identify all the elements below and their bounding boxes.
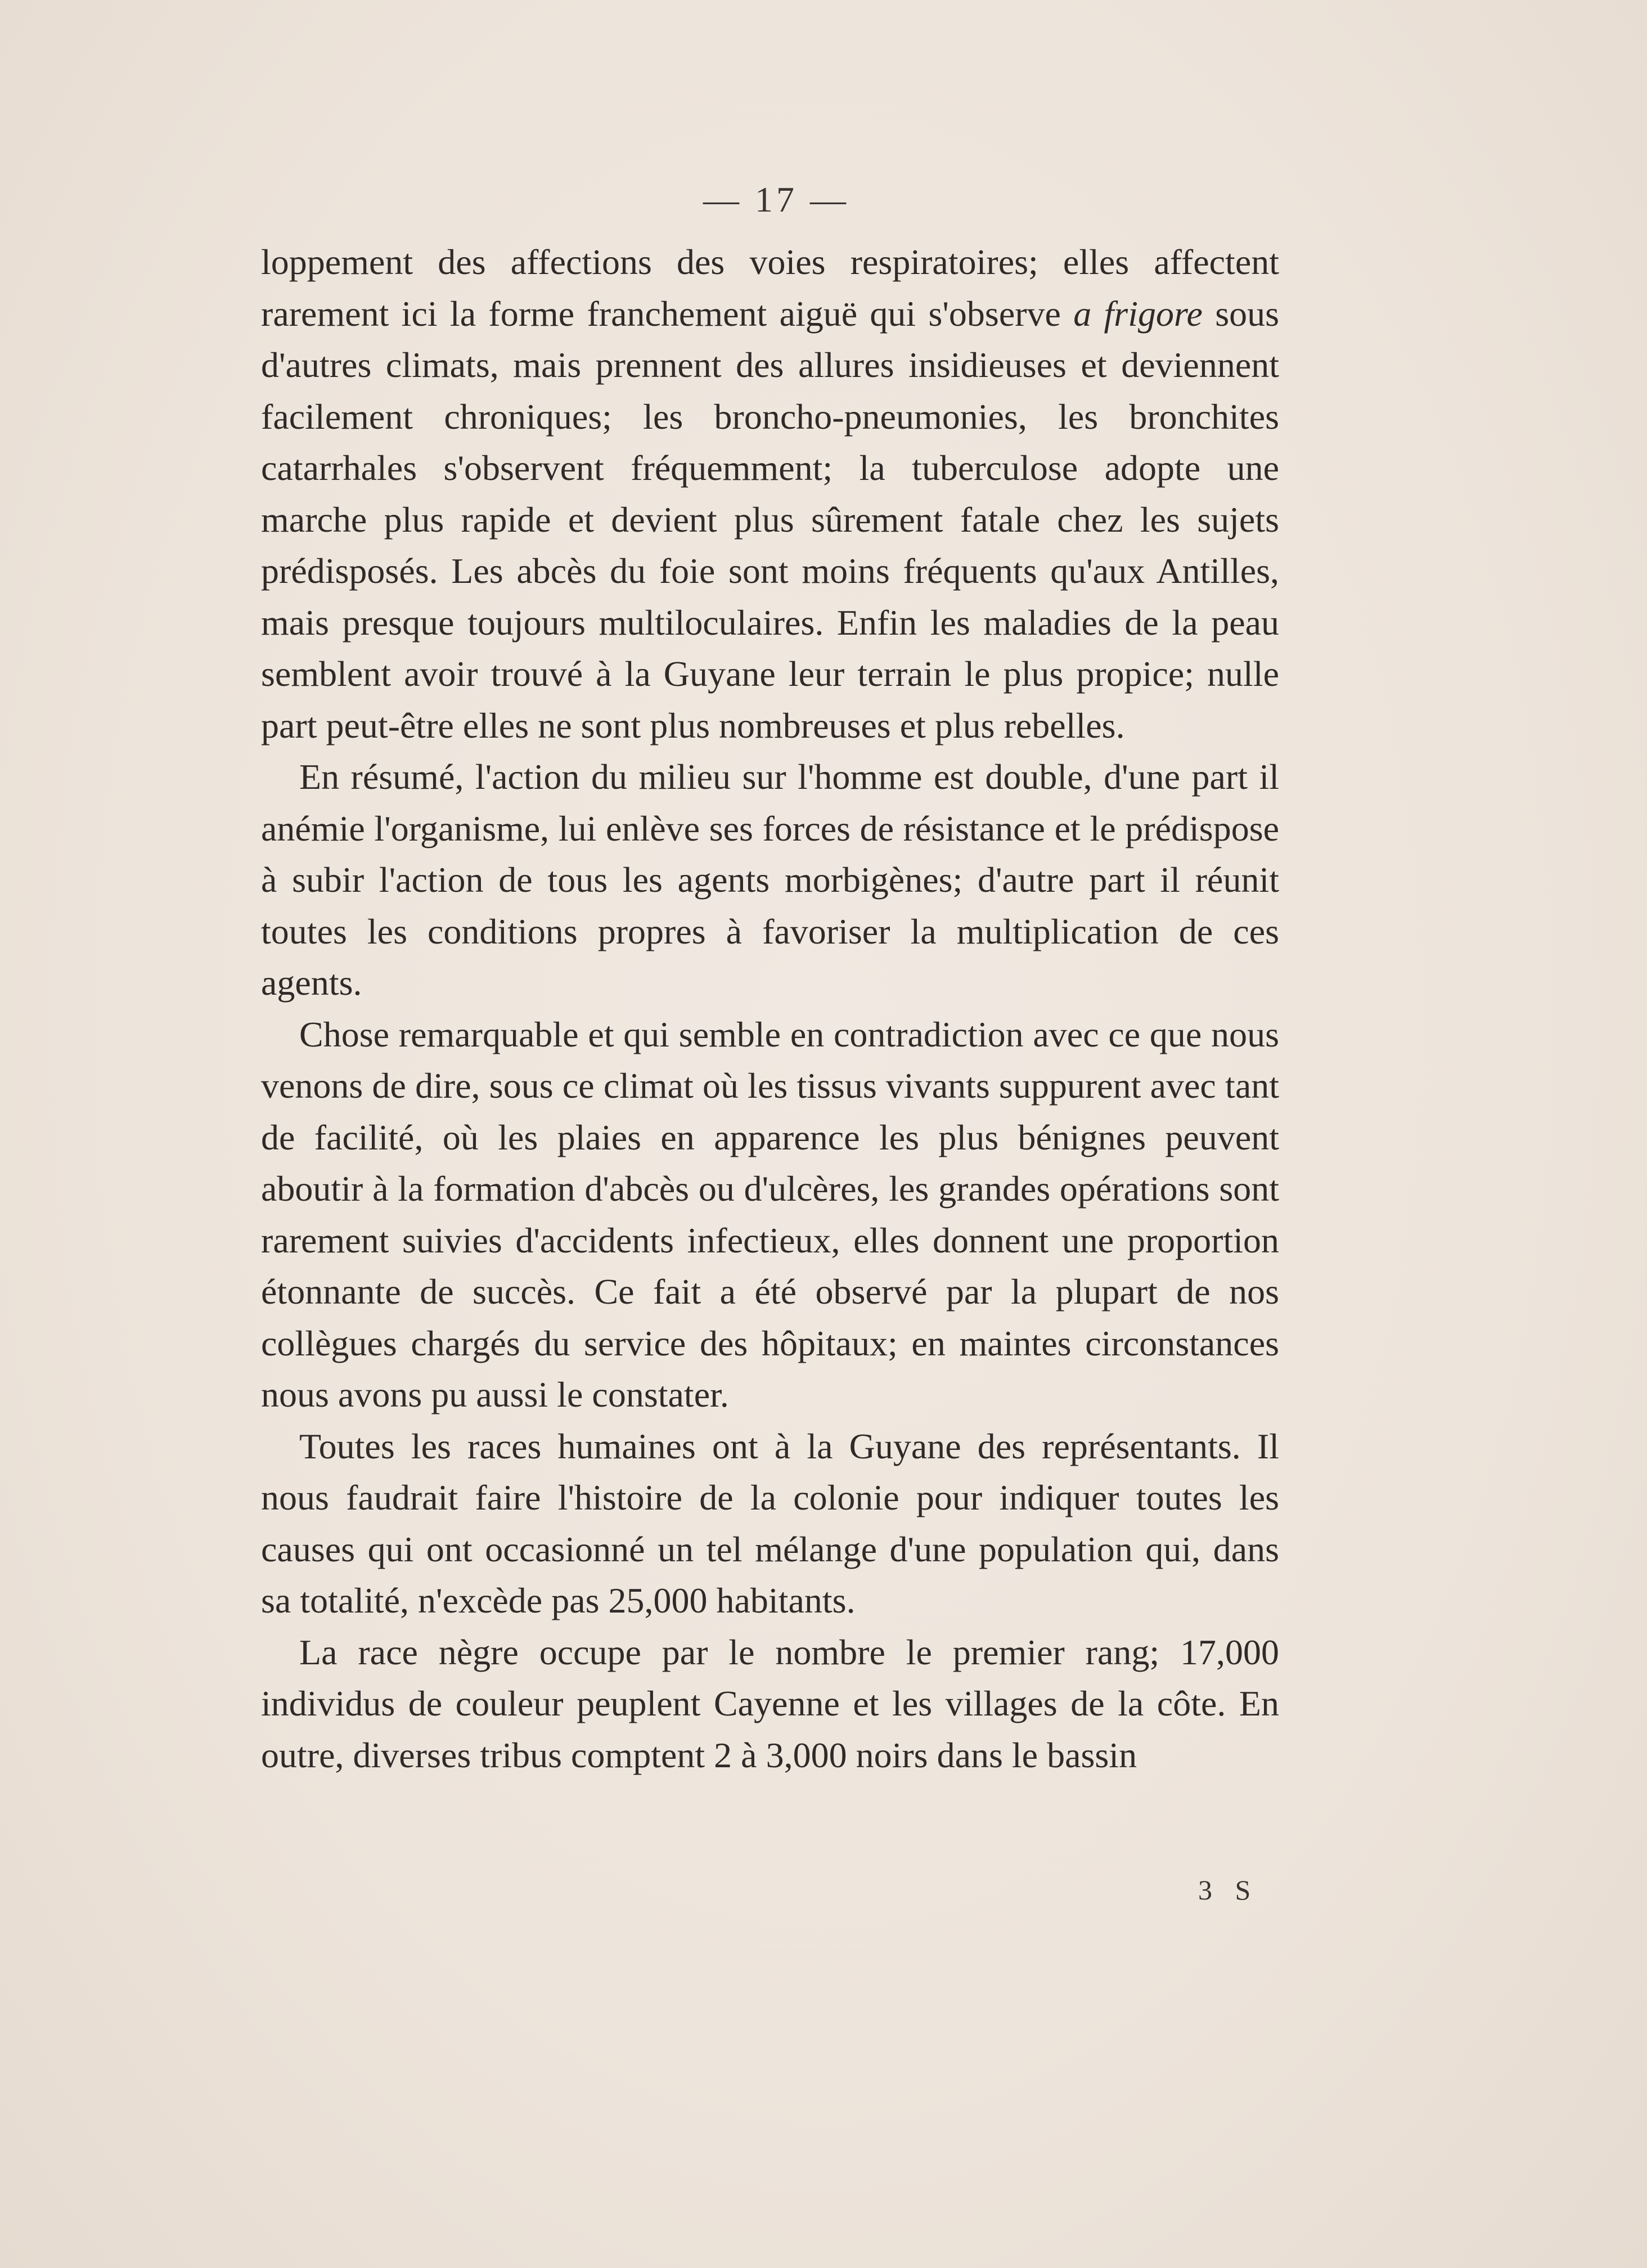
paragraph-operations: Chose remarquable et qui semble en contradiction avec ce que nous venons de dire, sous ce climat où les tissus vivants suppurent avec tant de facilité, où les plaies en apparence les plus bénignes peuvent aboutir à la formation d'abcès ou d'ulcères, les grandes opérations sont rarement suivies d'accidents infectieux, elles donnent une proportion étonnante de succès. Ce fait a été observé par la plupart de nos collègues chargés du service des hôpitaux; en maintes circonstances nous avons pu aussi le constater. [261,1014,1279,1414]
page-number: — 17 — [703,179,849,219]
paragraph-text-start: loppement des affections des voies respiratoires; elles affectent rarement ici la forme franchement aiguë qui s'observe [261,242,1279,334]
italic-term: a frigore [1073,293,1203,334]
paragraph-human-races: Toutes les races humaines ont à la Guyane des représentants. Il nous faudrait faire l'histoire de la colonie pour indiquer toutes les causes qui ont occasionné un tel mélange d'une population qui, dans sa totalité, n'excède pas 25,000 habitants. [261,1426,1279,1620]
body-text [261,236,1279,1781]
paragraph-text-end: sous d'autres climats, mais prennent des allures insidieuses et deviennent facilement chroniques; les broncho-pneumonies, les bronchites catarrhales s'observent fréquemment; la tuberculose adopte une marche plus rapide et devient plus sûrement fatale chez les sujets prédisposés. Les abcès du foie sont moins fréquents qu'aux Antilles, mais presque toujours multiloculaires. Enfin les maladies de la peau semblent avoir trouvé à la Guyane leur terrain le plus propice; nulle part peut-être elles ne sont plus nombreuses et plus rebelles. [261,293,1280,745]
paragraph-negro-race: La race nègre occupe par le nombre le premier rang; 17,000 individus de couleur peuplent Cayenne et les villages de la côte. En outre, diverses tribus comptent 2 à 3,000 noirs dans le bassin [261,1632,1279,1775]
printer-signature-mark: 3 S [1198,1874,1259,1906]
paragraph-respiratory-diseases [261,236,1279,751]
paragraph-summary: En résumé, l'action du milieu sur l'homme est double, d'une part il anémie l'organisme, lui enlève ses forces de résistance et le prédispose à subir l'action de tous les agents morbigènes; d'autre part il réunit toutes les conditions propres à favoriser la multiplication de ces agents. [261,757,1279,1003]
